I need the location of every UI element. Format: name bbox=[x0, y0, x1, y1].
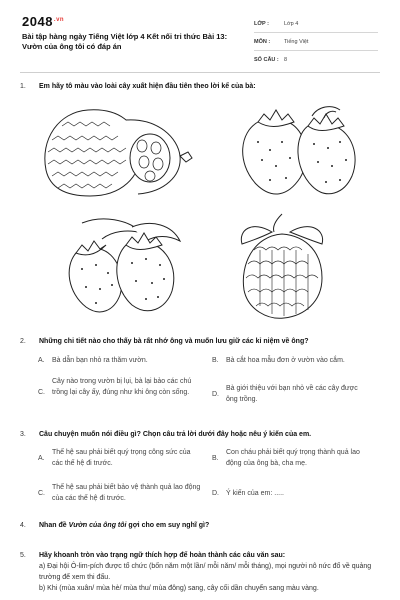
question-text-title: Vườn của ông tôi bbox=[68, 522, 127, 529]
header-divider bbox=[20, 72, 380, 73]
option-text: Ý kiến của em: ..... bbox=[226, 490, 284, 497]
option-letter: D. bbox=[212, 490, 219, 497]
option-text: Bà giới thiệu với bạn nhỏ về các cây được ông trồng. bbox=[226, 385, 358, 404]
option-letter: C. bbox=[38, 389, 45, 396]
option-letter: D. bbox=[212, 391, 219, 398]
option-text: Bà dẫn bạn nhỏ ra thăm vườn. bbox=[52, 357, 148, 364]
site-logo[interactable] bbox=[22, 14, 64, 29]
question-number: 3. bbox=[20, 431, 26, 438]
option-letter: A. bbox=[38, 357, 45, 364]
meta-value: 8 bbox=[284, 56, 288, 63]
option-text: Cây nào trong vườn bị lụi, bà lại bảo các chú trồng lại cây ấy, đúng như khi ông còn sống. bbox=[52, 378, 192, 397]
question-text: Những chi tiết nào cho thấy bà rất nhớ ông và muốn lưu giữ các kỉ niệm về ông? bbox=[39, 338, 309, 345]
meta-key: SỐ CÂU : bbox=[254, 56, 279, 63]
meta-row-count bbox=[254, 51, 378, 68]
jackfruit-drawing[interactable] bbox=[38, 100, 194, 205]
custard-apple-drawing[interactable] bbox=[232, 210, 332, 322]
meta-table bbox=[254, 15, 378, 68]
strawberry-drawing[interactable] bbox=[228, 102, 378, 207]
question-item-a: a) Đại hội Ô-lim-pích được tổ chức (bốn năm một lần/ mỗi năm/ mỗi tháng), mọi người nô nức đổ về quảng trường để xem thi đấu. bbox=[39, 563, 372, 581]
meta-key: MÔN : bbox=[254, 38, 271, 45]
worksheet-header bbox=[0, 0, 400, 70]
option-letter: C. bbox=[38, 490, 45, 497]
meta-value: Lớp 4 bbox=[284, 20, 299, 27]
question-text-prefix: Nhan đề bbox=[39, 522, 69, 529]
question-number: 5. bbox=[20, 552, 26, 559]
option-text: Con cháu phải biết quý trọng thành quả lao động của ông bà, cha mẹ. bbox=[226, 449, 360, 468]
worksheet-title: Bài tập hàng ngày Tiếng Việt lớp 4 Kết nối tri thức Bài 13: Vườn của ông tôi có đáp án bbox=[22, 32, 228, 52]
logo-suffix: .vn bbox=[53, 16, 65, 23]
question-text bbox=[39, 521, 379, 530]
question-number: 1. bbox=[20, 83, 26, 90]
meta-row-grade bbox=[254, 15, 378, 33]
option-text: Bà cắt hoa mẫu đơn ở vườn vào cắm. bbox=[226, 357, 345, 364]
option-letter: B. bbox=[212, 455, 219, 462]
meta-value: Tiếng Việt bbox=[284, 38, 309, 45]
option-letter: A. bbox=[38, 455, 45, 462]
question-text: Hãy khoanh tròn vào trạng ngữ thích hợp để hoàn thành các câu văn sau: bbox=[39, 552, 286, 559]
question-number: 2. bbox=[20, 338, 26, 345]
question-text: Em hãy tô màu vào loài cây xuất hiện đầu tiên theo lời kể của bà: bbox=[39, 83, 256, 90]
meta-row-subject bbox=[254, 33, 378, 51]
question-text-suffix: gợi cho em suy nghĩ gì? bbox=[126, 522, 210, 529]
question-number: 4. bbox=[20, 522, 26, 529]
option-text: Thế hệ sau phải biết bảo vệ thành quả lao động của các thế hệ đi trước. bbox=[52, 484, 201, 503]
logo-text: 2048 bbox=[22, 14, 53, 29]
question-item-b: b) Khi (mùa xuân/ mùa hè/ mùa thu/ mùa đông) sang, cây cối dần chuyển sang màu vàng. bbox=[39, 585, 319, 592]
option-text: Thế hệ sau phải biết quý trọng công sức của các thế hệ đi trước. bbox=[52, 449, 191, 468]
strawberry-drawing[interactable] bbox=[62, 213, 192, 325]
question-text: Câu chuyện muốn nói điều gì? Chọn câu trả lời dưới đây hoặc nêu ý kiến của em. bbox=[39, 431, 312, 438]
option-letter: B. bbox=[212, 357, 219, 364]
meta-key: LỚP : bbox=[254, 20, 269, 27]
